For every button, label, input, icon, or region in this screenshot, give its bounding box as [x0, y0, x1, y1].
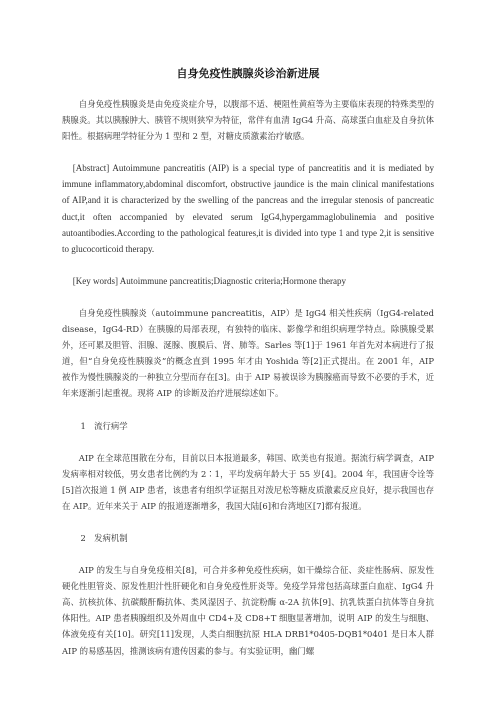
section-1-heading: 1 流行病学	[80, 420, 128, 431]
introduction-paragraph: 自身免疫性胰腺炎（autoimmune pancreatitis，AIP）是 IgG4 相关性疾病（IgG4-related disease，IgG4-RD）在胰腺的局部表现，有独特的临床、影像学和组织病理学特点。除胰腺受累外，还可累及胆管、泪腺、涎腺、腹膜后、肾、肺等。Sarles 等[1]于 1961 年首先对本病进行了报道，但“自身免疫性胰腺炎”的概念直到 1995 年才由 Yoshida 等[2]正式提出。在 2001 年，AIP 被作为慢性胰腺炎的一种独立分型而存在[3]。由于 AIP 易被误诊为胰腺癌而导致不必要的手术，近年来逐渐引起重视。现将 AIP 的诊断及治疗进展综述如下。	[62, 307, 434, 399]
english-abstract: [Abstract] Autoimmune pancreatitis (AIP) is a special type of pancreatitis and it is mediated by immune inflammatory,abdominal discomfort, obstructive jaundice is the main clinical manifestations of AIP,and it is characterized by the swelling of the pancreas and the irregular stenosis of pancreatic duct,it often accompanied by elevated serum IgG4,hypergammaglobulinemia and positive autoantibodies.According to the pathological features,it is divided into type 1 and type 2,it is sensitive to glucocorticoid therapy.	[62, 163, 434, 254]
section-2-paragraph: AIP 的发生与自身免疫相关[8]，可合并多种免疫性疾病，如干燥综合征、炎症性肠病、原发性硬化性胆管炎、原发性胆汁性肝硬化和自身免疫性肝炎等。免疫学异常包括高球蛋白血症、IgG4 升高、抗核抗体、抗碳酸酐酶抗体、类风湿因子、抗淀粉酶 α-2A 抗体[9]、抗乳铁蛋白抗体等自身抗体阳性。AIP 患者胰腺组织及外周血中 CD4+及 CD8+T 细胞显著增加，说明 AIP 的发生与细胞、体液免疫有关[10]。研究[11]发现，人类白细胞抗原 HLA DRB1*0405-DQB1*0401 是日本人群 AIP 的易感基因，推测该病有遗传因素的参与。有实验证明，幽门螺	[62, 565, 434, 656]
english-keywords: [Key words] Autoimmune pancreatitis;Diagnostic criteria;Hormone therapy	[72, 275, 346, 286]
document-title: 自身免疫性胰腺炎诊治新进展	[176, 67, 320, 80]
section-1-paragraph: AIP 在全球范围散在分布，目前以日本报道最多，韩国、欧美也有报道。据流行病学调查，AIP 发病率相对较低，男女患者比例约为 2∶1，平均发病年龄大于 55 岁[4]。2004 年，我国唐令诠等[5]首次报道 1 例 AIP 患者，该患者有组织学证据且对泼尼松等糖皮质激素反应良好，提示我国也存在 AIP。近年来关于 AIP 的报道逐渐增多，我国大陆[6]和台湾地区[7]都有报道。	[62, 452, 434, 511]
section-2-heading: 2 发病机制	[80, 532, 128, 543]
chinese-abstract: 自身免疫性胰腺炎是由免疫炎症介导，以腹部不适、梗阻性黄疸等为主要临床表现的特殊类型的胰腺炎。其以胰腺肿大、胰管不规则狭窄为特征，常伴有血清 IgG4 升高、高球蛋白血症及自身抗体阳性。根据病理学特征分为 1 型和 2 型，对糖皮质激素治疗敏感。	[62, 99, 434, 142]
